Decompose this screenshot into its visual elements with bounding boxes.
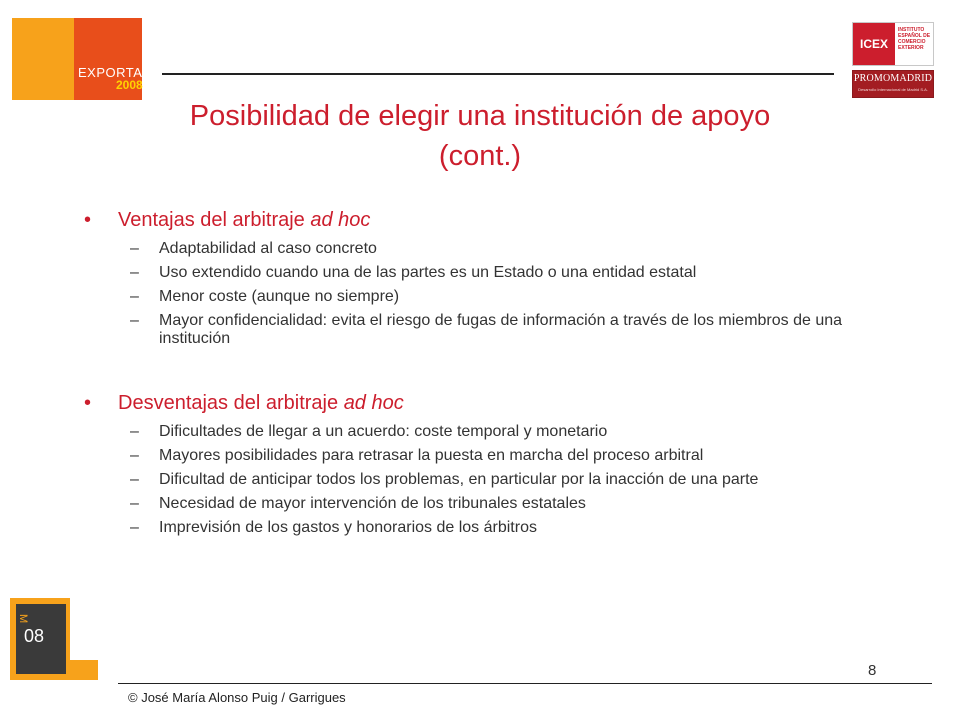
list-item-text: Mayores posibilidades para retrasar la puesta en marcha del proceso arbitral: [159, 447, 704, 464]
promomadrid-logo-name: PROMOMADRID: [853, 73, 933, 84]
advantages-section: [84, 206, 884, 348]
promomadrid-logo: [852, 70, 934, 98]
icex-logo-subtitle: INSTITUTO ESPAÑOL DE COMERCIO EXTERIOR: [898, 27, 931, 51]
bullet-icon: •: [84, 392, 92, 414]
slide-title-line-2: (cont.): [438, 140, 522, 172]
list-item: [84, 471, 884, 489]
dash-icon: –: [130, 240, 139, 257]
dash-icon: –: [130, 447, 139, 464]
dash-icon: –: [130, 288, 139, 305]
m08-logo: [10, 598, 98, 680]
exporta-2008-logo: [12, 18, 142, 100]
icex-logo-mark: ICEX: [853, 23, 895, 65]
list-item-text: Necesidad de mayor intervención de los tribunales estatales: [159, 495, 586, 512]
list-item: [84, 495, 884, 513]
list-item: [84, 264, 884, 282]
exporta-logo-word: EXPORTA: [78, 65, 143, 80]
exporta-logo-orange-block: [12, 18, 74, 100]
m08-logo-letter: M: [17, 614, 29, 624]
disadvantages-list: [84, 423, 884, 537]
disadvantages-heading-row: [84, 389, 884, 417]
slide-title: [120, 96, 840, 176]
list-item-text: Mayor confidencialidad: evita el riesgo de fugas de información a través de los miembros de una institución: [159, 312, 843, 347]
advantages-heading: [118, 206, 370, 234]
list-item: [84, 447, 884, 465]
list-item-text: Dificultad de anticipar todos los problemas, en particular por la inacción de una parte: [159, 471, 759, 488]
footer-credit: © José María Alonso Puig / Garrigues: [128, 690, 346, 705]
dash-icon: –: [130, 519, 139, 536]
list-item-text: Imprevisión de los gastos y honorarios de los árbitros: [159, 519, 537, 536]
list-item-text: Menor coste (aunque no siempre): [159, 288, 400, 305]
disadvantages-heading-text: Desventajas del arbitraje: [118, 392, 344, 414]
advantages-list: [84, 240, 884, 348]
list-item: [84, 240, 884, 258]
slide-title-line-1: Posibilidad de elegir una institución de apoyo: [189, 100, 771, 132]
dash-icon: –: [130, 264, 139, 281]
advantages-heading-row: [84, 206, 884, 234]
dash-icon: –: [130, 495, 139, 512]
m08-logo-number: 08: [24, 626, 45, 646]
disadvantages-heading-italic: ad hoc: [343, 392, 404, 414]
page-number: 8: [868, 662, 877, 679]
list-item-text: Dificultades de llegar a un acuerdo: coste temporal y monetario: [159, 423, 608, 440]
promomadrid-logo-subtitle: Desarrollo Internacional de Madrid S.A.: [858, 87, 928, 92]
advantages-heading-italic: ad hoc: [310, 209, 371, 231]
list-item-text: Uso extendido cuando una de las partes es un Estado o una entidad estatal: [159, 264, 697, 281]
list-item-text: Adaptabilidad al caso concreto: [159, 240, 377, 257]
disadvantages-heading: [118, 389, 404, 417]
disadvantages-section: [84, 389, 884, 537]
dash-icon: –: [130, 423, 139, 440]
footer-divider: [118, 683, 932, 684]
header-divider: [162, 73, 834, 75]
list-item: [84, 312, 884, 348]
bullet-icon: •: [84, 209, 92, 231]
advantages-heading-text: Ventajas del arbitraje: [118, 209, 311, 231]
list-item: [84, 423, 884, 441]
list-item: [84, 288, 884, 306]
dash-icon: –: [130, 471, 139, 488]
icex-logo: [852, 22, 934, 66]
dash-icon: –: [130, 312, 139, 329]
exporta-logo-year: 2008: [116, 78, 143, 92]
list-item: [84, 519, 884, 537]
